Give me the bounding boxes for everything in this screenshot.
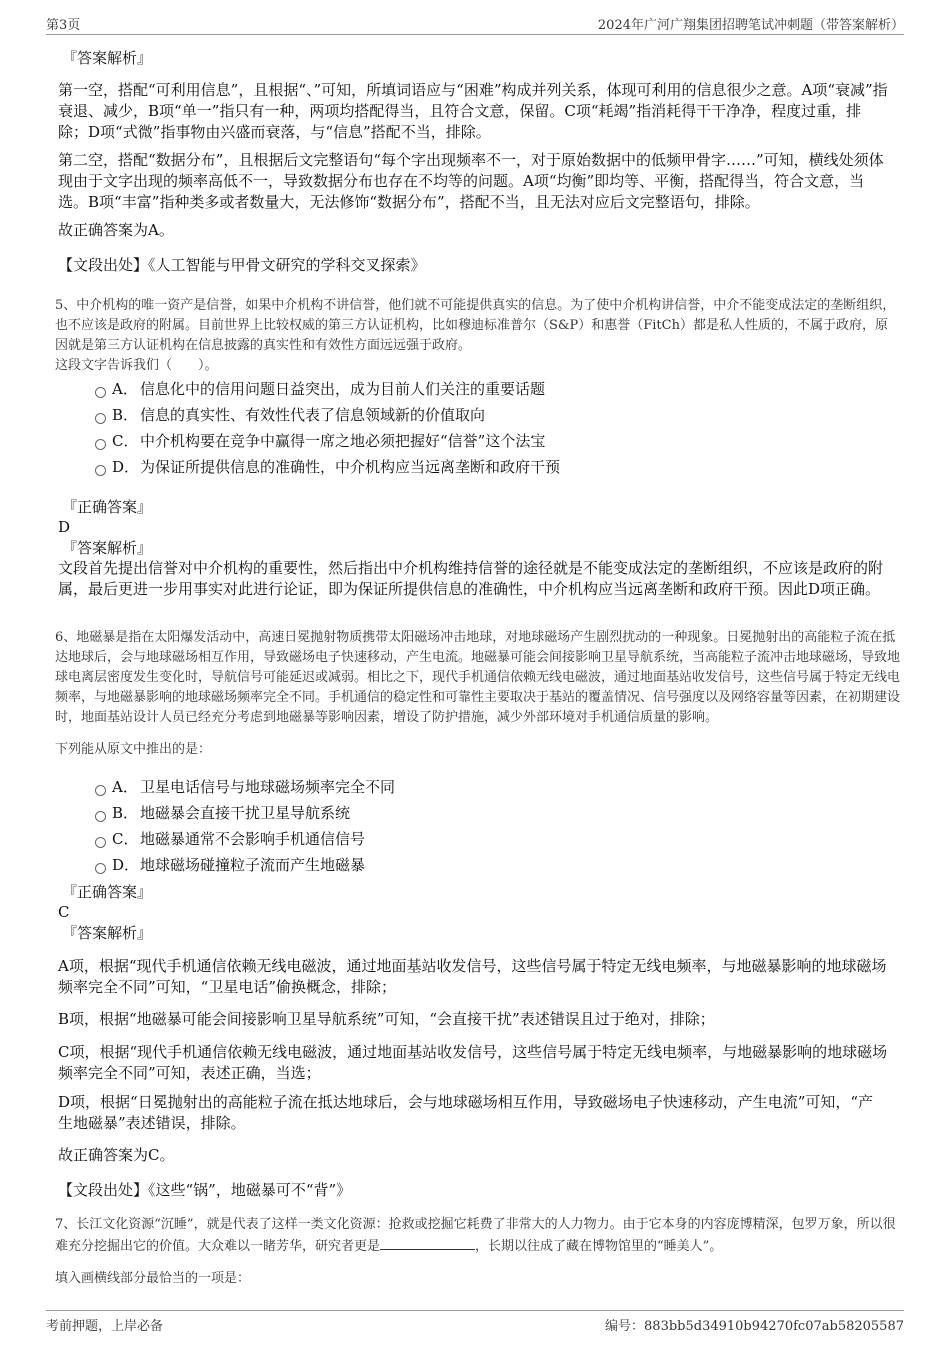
radio-icon[interactable] — [95, 811, 106, 822]
q6-analysis-label: 『答案解析』 — [62, 924, 153, 942]
q6-answer: C — [58, 903, 70, 921]
q6-option-d[interactable]: D．地球磁场碰撞粒子流而产生地磁暴 — [95, 854, 365, 876]
q4-analysis-para2: 第二空，搭配“数据分布”，且根据后文完整语句“每个字出现频率不一，对于原始数据中的低频甲骨字……”可知，横线处须体现由于文字出现的频率高低不一，导致数据分布也存在不均等的问题。A项“均衡”即均等、平衡，搭配得当，符合文意，当选。B项“丰富”指种类多或者数量大，无法修饰“数据分布”，搭配不当，且无法对应后文完整语句，排除。 — [58, 151, 884, 211]
q5-analysis-label: 『答案解析』 — [62, 539, 153, 557]
q4-conclusion: 故正确答案为A。 — [58, 221, 174, 239]
q5-stem: 5、中介机构的唯一资产是信誉，如果中介机构不讲信誉，他们就不可能提供真实的信息。为了使中介机构讲信誉，中介不能变成法定的垄断组织，也不应该是政府的附属。目前世界上比较权威的第三方认证机构，比如穆迪标准普尔（S&P）和惠誉（FitCh）都是私人性质的，不属于政府，原因就是第三方认证机构在信息披露的真实性和有效性方面远远强于政府。 — [55, 298, 896, 353]
q6-option-c[interactable]: C． 地磁暴通常不会影响手机通信信号 — [95, 828, 365, 850]
q4-analysis-label: 『答案解析』 — [62, 49, 153, 67]
q6-analysis-a: A项，根据“现代手机通信依赖无线电磁波，通过地面基站收发信号，这些信号属于特定无线电频率，与地磁暴影响的地球磁场频率完全不同”可知，“卫星电话”偷换概念，排除； — [58, 957, 887, 996]
q6-source: 【文段出处】《这些“锅”，地磁暴可不“背”》 — [58, 1181, 352, 1199]
page-number: 第3页 — [46, 18, 81, 33]
q5-option-d[interactable]: D．为保证所提供信息的准确性，中介机构应当远离垄断和政府干预 — [95, 456, 560, 478]
document-id: 编号：883bb5d34910b94270fc07ab58205587 — [605, 1319, 904, 1334]
q5-analysis: 文段首先提出信誉对中介机构的重要性，然后指出中介机构维持信誉的途径就是不能变成法定的垄断组织，不应该是政府的附属，最后更进一步用事实对此进行论证，即为保证所提供信息的准确性，中介机构应当远离垄断和政府干预。因此D项正确。 — [58, 559, 884, 598]
radio-icon[interactable] — [95, 413, 106, 424]
q5-option-a[interactable]: A． 信息化中的信用问题日益突出，成为目前人们关注的重要话题 — [95, 378, 545, 400]
q5-prompt: 这段文字告诉我们（ ）。 — [55, 358, 218, 373]
q6-option-a[interactable]: A． 卫星电话信号与地球磁场频率完全不同 — [95, 776, 395, 798]
q5-option-c[interactable]: C． 中介机构要在竞争中赢得一席之地必须把握好“信誉”这个法宝 — [95, 430, 545, 452]
radio-icon[interactable] — [95, 837, 106, 848]
radio-icon[interactable] — [95, 785, 106, 796]
q6-answer-label: 『正确答案』 — [62, 883, 153, 901]
q6-analysis-c: C项，根据“现代手机通信依赖无线电磁波，通过地面基站收发信号，这些信号属于特定无线电频率，与地磁暴影响的地球磁场频率完全不同”可知，表述正确，当选； — [58, 1043, 888, 1082]
q6-stem: 6、地磁暴是指在太阳爆发活动中，高速日冕抛射物质携带太阳磁场冲击地球，对地球磁场产生剧烈扰动的一种现象。日冕抛射出的高能粒子流在抵达地球后，会与地球磁场相互作用，导致磁场电子快速移动，产生电流。地磁暴可能会间接影响卫星导航系统，当高能粒子流冲击地球磁场，导致地球电离层密度发生变化时，导航信号可能延迟或减弱。相比之下，现代手机通信依赖无线电磁波，通过地面基站收发信号，这些信号属于特定无线电频率，与地磁暴影响的地球磁场频率完全不同。手机通信的稳定性和可靠性主要取决于基站的覆盖情况、信号强度以及网络容量等因素，在初期建设时，地面基站设计人员已经充分考虑到地磁暴等影响因素，增设了防护措施，减少外部环境对手机通信质量的影响。 — [55, 630, 901, 725]
footer-slogan: 考前押题，上岸必备 — [46, 1319, 164, 1334]
q4-analysis-para1: 第一空，搭配“可利用信息”，且根据“、”可知，所填词语应与“困难”构成并列关系，体现可利用的信息很少之意。A项“衰减”指衰退、减少，B项“单一”指只有一种，两项均搭配得当，且符合文意，保留。C项“耗竭”指消耗得干干净净，程度过重，排除；D项“式微”指事物由兴盛而衰落，与“信息”搭配不当，排除。 — [58, 81, 888, 141]
q6-prompt: 下列能从原文中推出的是： — [55, 742, 212, 757]
q6-analysis-b: B项，根据“地磁暴可能会间接影响卫星导航系统”可知，“会直接干扰”表述错误且过于绝对，排除； — [58, 1010, 715, 1028]
document-title: 2024年广河广翔集团招聘笔试冲刺题（带答案解析） — [597, 18, 904, 33]
q5-answer: D — [58, 518, 71, 536]
q4-source: 【文段出处】《人工智能与甲骨文研究的学科交叉探索》 — [58, 256, 426, 274]
q6-analysis-d: D项，根据“日冕抛射出的高能粒子流在抵达地球后，会与地球磁场相互作用，导致磁场电子快速移动，产生电流”可知，“产生地磁暴”表述错误，排除。 — [58, 1093, 874, 1132]
radio-icon[interactable] — [95, 465, 106, 476]
radio-icon[interactable] — [95, 387, 106, 398]
page-header — [46, 12, 904, 35]
q6-conclusion: 故正确答案为C。 — [58, 1146, 175, 1164]
radio-icon[interactable] — [95, 439, 106, 450]
q7-prompt: 填入画横线部分最恰当的一项是： — [55, 1271, 251, 1286]
radio-icon[interactable] — [95, 863, 106, 874]
fill-blank-line — [380, 1235, 475, 1250]
q5-answer-label: 『正确答案』 — [62, 498, 153, 516]
q7-stem: 7、长江文化资源“沉睡”，就是代表了这样一类文化资源：抢救或挖掘它耗费了非常大的人力物力。由于它本身的内容庞博精深，包罗万象，所以很难充分挖掘出它的价值。大众难以一睹芳华，研究者更是 ，长期以往成了藏在博物馆里的“睡美人”。 — [55, 1217, 896, 1254]
q5-option-b[interactable]: B． 信息的真实性、有效性代表了信息领域新的价值取向 — [95, 404, 485, 426]
q6-option-b[interactable]: B． 地磁暴会直接干扰卫星导航系统 — [95, 802, 350, 824]
page-footer — [46, 1310, 904, 1335]
